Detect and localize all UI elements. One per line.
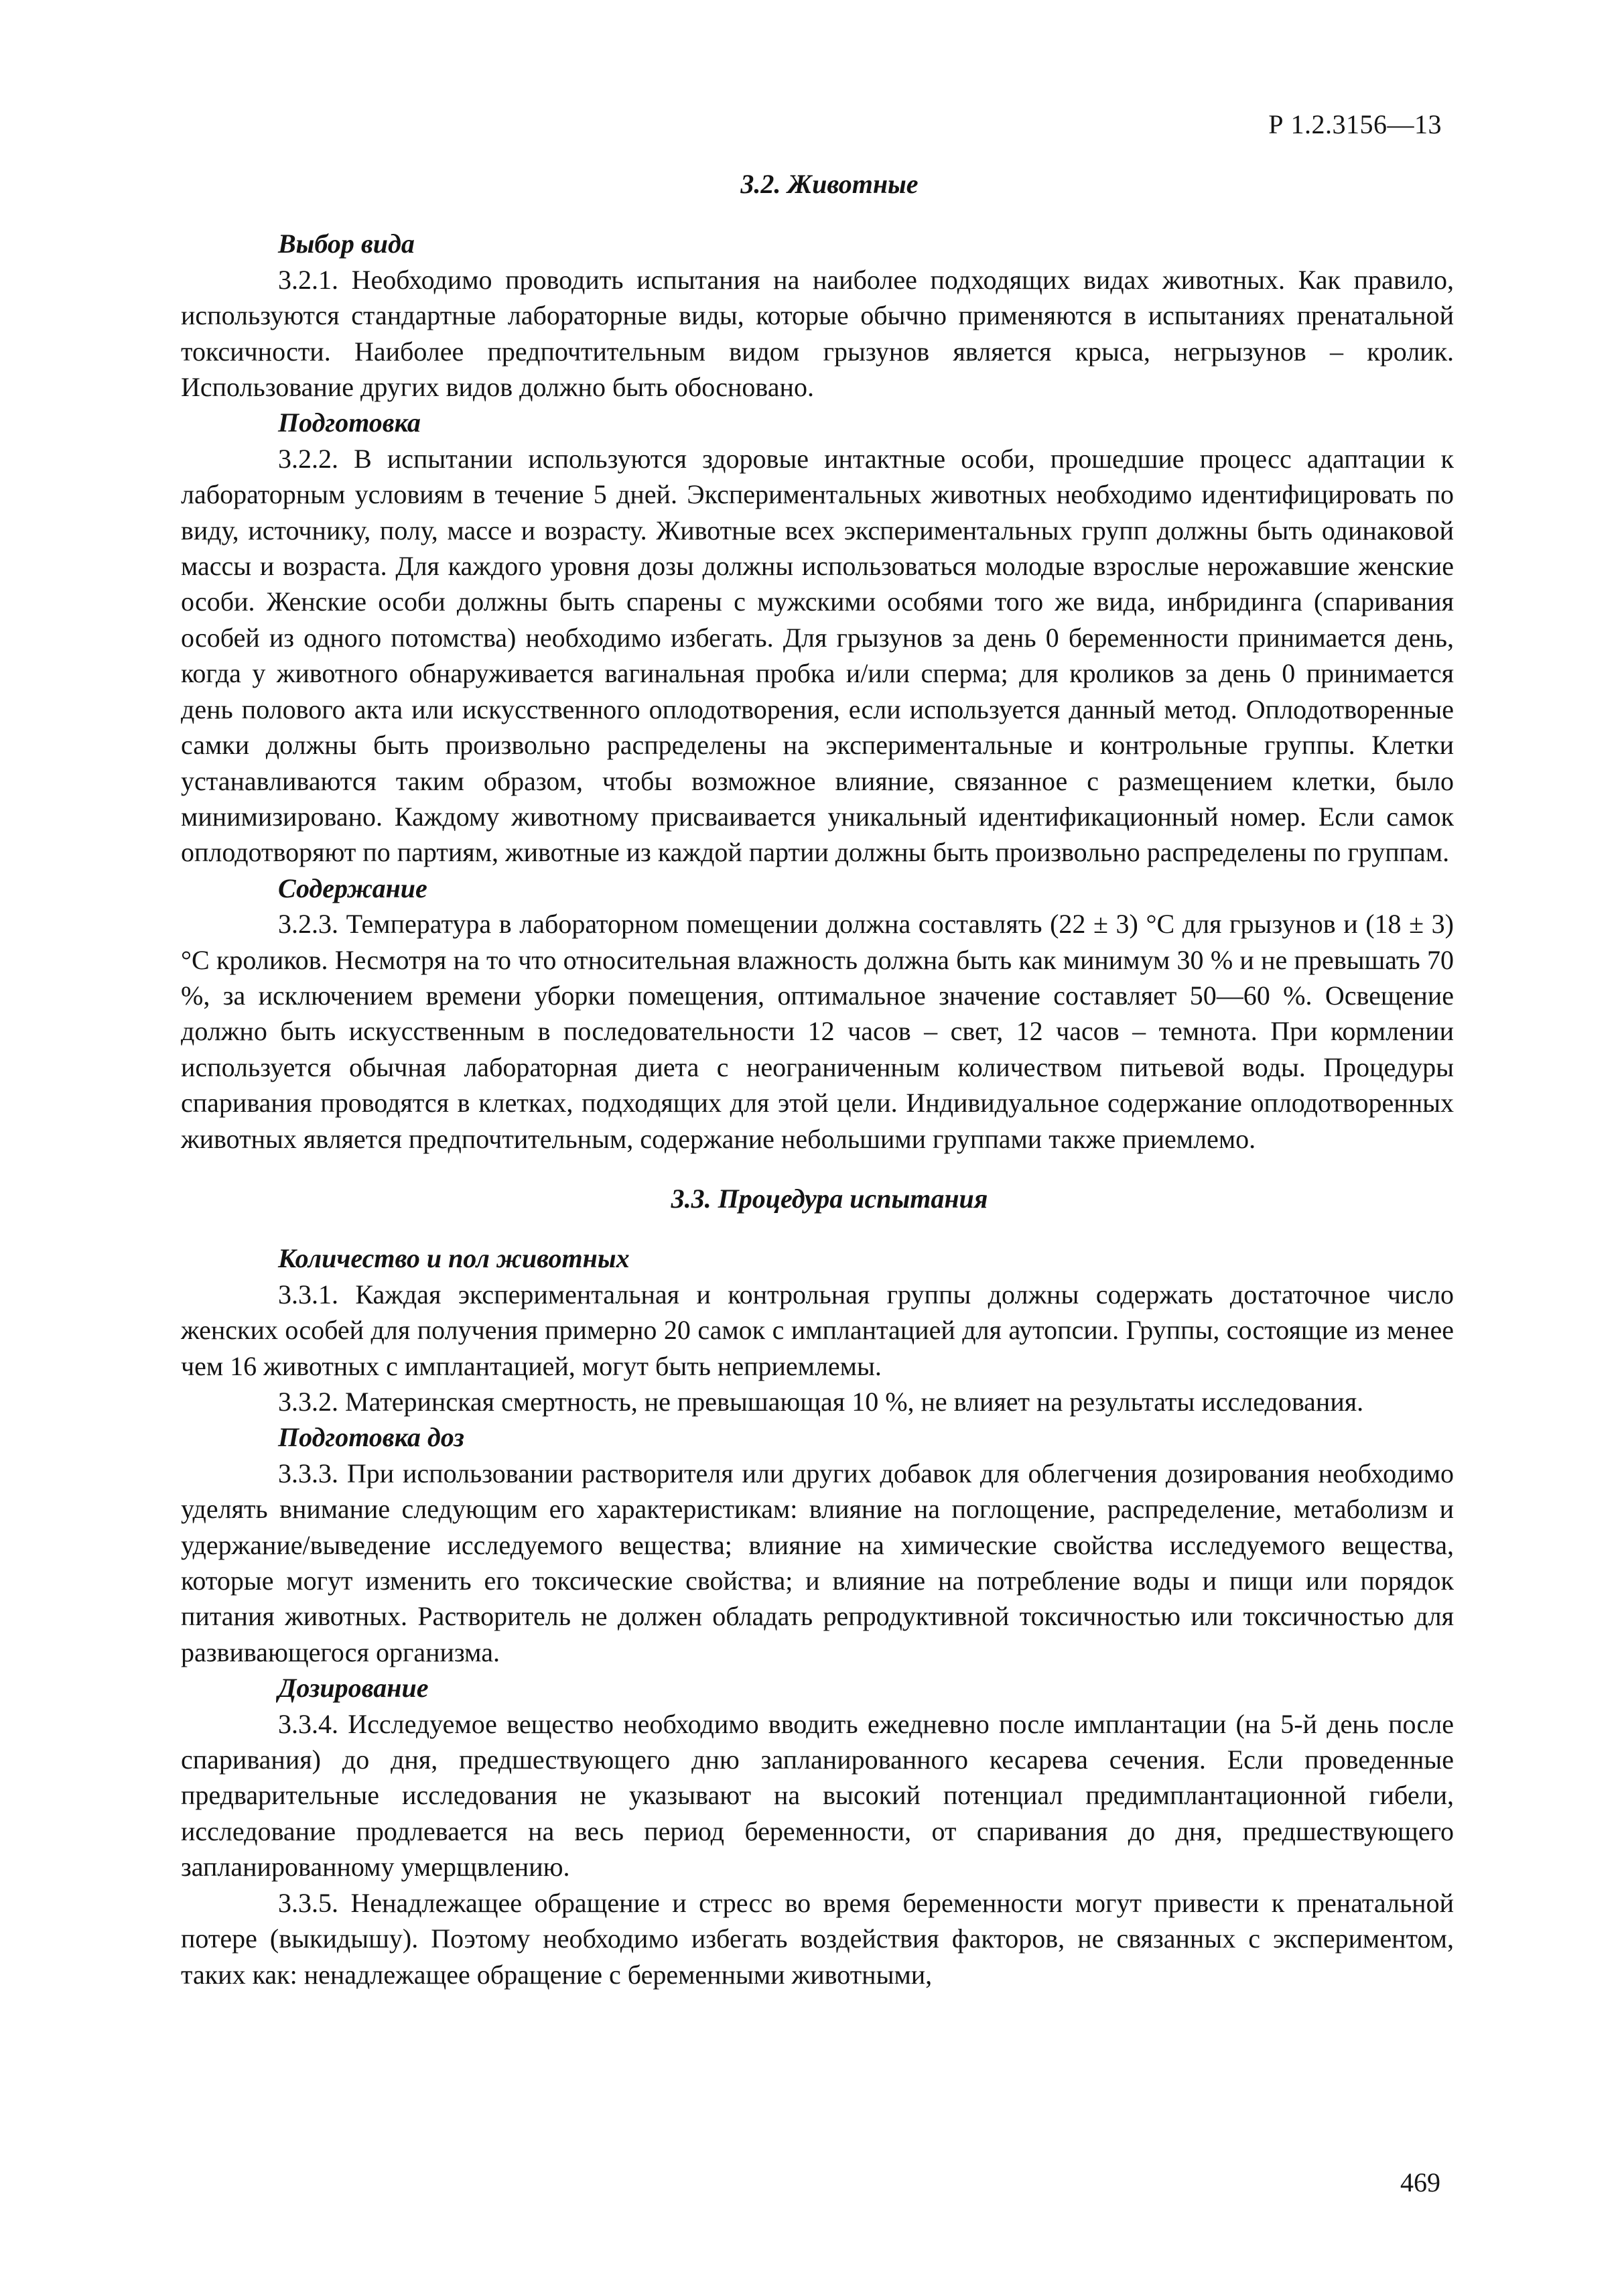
- paragraph-3-2-1: 3.2.1. Необходимо проводить испытания на наиболее подходящих видах животных. Как правило, используются стандартные лабораторные виды, которые обычно применяются в испытаниях пренатальной токсичности. Наиболее предпочтительным видом грызунов является крыса, негрызунов – кролик. Использование других видов должно быть обосновано.: [181, 264, 1454, 403]
- paragraph-3-3-5: 3.3.5. Ненадлежащее обращение и стресс во время беременности могут привести к пренатальной потере (выкидышу). Поэтому необходимо избегать воздействия факторов, не связанных с экспериментом, таких как: ненадлежащее обращение с беременными животными,: [181, 1887, 1454, 1990]
- paragraph-3-2-3: 3.2.3. Температура в лабораторном помещении должна составлять (22 ± 3) °С для грызунов и (18 ± 3) °С кроликов. Несмотря на то что относительная влажность должна быть как минимум 30 % и не превышать 70 %, за исключением времени уборки помещения, оптимальное значение составляет 50—60 %. Освещение должно быть искусственным в последовательности 12 часов – свет, 12 часов – темнота. При кормлении используется обычная лабораторная диета с неограниченным количеством питьевой воды. Процедуры спаривания проводятся в клетках, подходящих для этой цели. Индивидуальное содержание оплодотворенных животных является предпочтительным, содержание небольшими группами также приемлемо.: [181, 909, 1454, 1154]
- section-title-test-procedure: 3.3. Процедура испытания: [671, 1183, 988, 1214]
- paragraph-3-3-3: 3.3.3. При использовании растворителя или других добавок для облегчения дозирования необходимо уделять внимание следующим его характеристикам: влияние на поглощение, распределение, метаболизм и удержание/выведение исследуемого вещества; влияние на химические свойства исследуемого вещества, которые могут изменить его токсические свойства; и влияние на потребление воды и пищи или порядок питания животных. Растворитель не должен обладать репродуктивной токсичностью или токсичностью для развивающегося организма.: [181, 1458, 1454, 1667]
- section-title-animals: 3.2. Животные: [740, 169, 919, 199]
- paragraph-3-3-2: 3.3.2. Материнская смертность, не превышающая 10 %, не влияет на результаты исследования.: [278, 1387, 1364, 1417]
- paragraph-3-3-4: 3.3.4. Исследуемое вещество необходимо вводить ежедневно после имплантации (на 5-й день после спаривания) до дня, предшествующего дню запланированного кесарева сечения. Если проведенные предварительные исследования не указывают на высокий потенциал предимплантационной гибели, исследование продлевается на весь период беременности, от спаривания до дня, предшествующего запланированному умерщвлению.: [181, 1708, 1454, 1883]
- subheading-dosing: Дозирование: [278, 1673, 429, 1704]
- document-number: Р 1.2.3156—13: [1268, 109, 1442, 139]
- document-body: [181, 166, 1454, 1992]
- page-number: 469: [1400, 2167, 1440, 2197]
- subheading-preparation: Подготовка: [278, 407, 421, 438]
- paragraph-3-2-2: 3.2.2. В испытании используются здоровые интактные особи, прошедшие процесс адаптации к лабораторным условиям в течение 5 дней. Экспериментальных животных необходимо идентифицировать по виду, источнику, полу, массе и возрасту. Животные всех экспериментальных групп должны быть одинаковой массы и возраста. Для каждого уровня дозы должны использоваться молодые взрослые нерожавшие женские особи. Женские особи должны быть спарены с мужскими особями того же вида, инбридинга (спаривания особей из одного потомства) необходимо избегать. Для грызунов за день 0 беременности принимается день, когда у животного обнаруживается вагинальная пробка и/или сперма; для кроликов за день 0 принимается день полового акта или искусственного оплодотворения, если используется данный метод. Оплодотворенные самки должны быть произвольно распределены на экспериментальные и контрольные группы. Клетки устанавливаются таким образом, чтобы возможное влияние, связанное с размещением клетки, было минимизировано. Каждому животному присваивается уникальный идентификационный номер. Если самок оплодотворяют по партиям, животные из каждой партии должны быть произвольно распределены по группам.: [181, 443, 1454, 868]
- paragraph-3-3-1: 3.3.1. Каждая экспериментальная и контрольная группы должны содержать достаточное число женских особей для получения примерно 20 самок с имплантацией для аутопсии. Группы, состоящие из менее чем 16 животных с имплантацией, могут быть неприемлемы.: [181, 1279, 1454, 1381]
- subheading-species-selection: Выбор вида: [278, 229, 415, 259]
- subheading-animal-count: Количество и пол животных: [278, 1243, 630, 1274]
- subheading-housing: Содержание: [278, 873, 427, 903]
- subheading-dose-preparation: Подготовка доз: [278, 1422, 464, 1453]
